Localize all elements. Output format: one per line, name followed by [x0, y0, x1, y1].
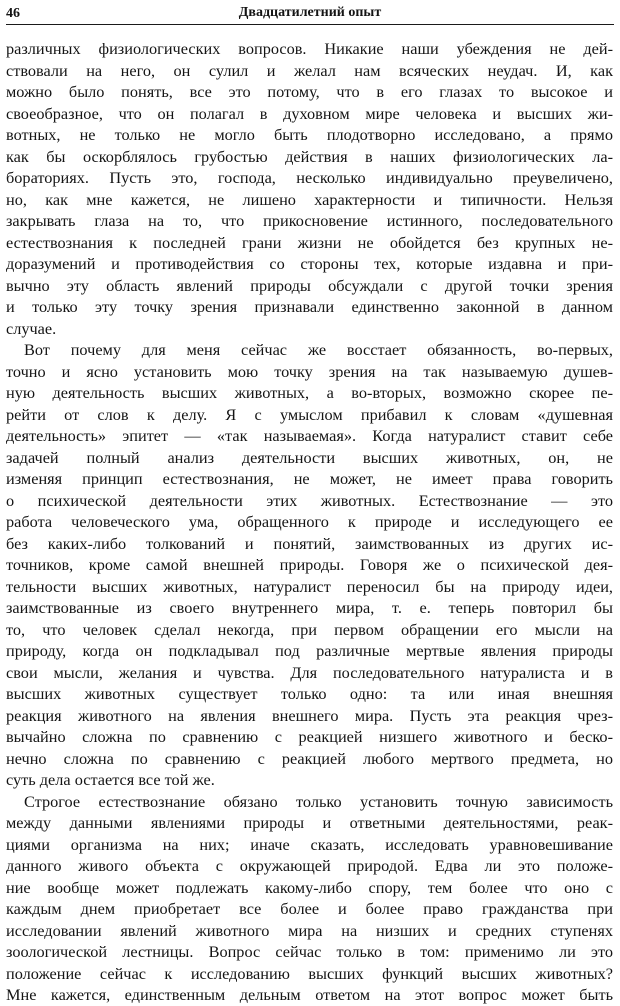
text-line: реакция животного на явления внешнего мира. Пусть эта реакция чрез- — [6, 705, 613, 725]
text-line: различных физиологических вопросов. Никакие наши убеждения не дей- — [6, 39, 613, 58]
text-line: бораториях. Пусть это, господа, несколько индивидуально преувеличено, — [6, 168, 613, 187]
text-line: изменяя принцип естествознания, не может, не имеет права говорить — [6, 469, 613, 488]
text-line: точников, кроме самой внешней природы. Говоря же о психической дея- — [6, 555, 613, 574]
text-line: высших животных существует только одно: та или иная внешняя — [6, 684, 613, 703]
text-line: нечно сложна по сравнению с реакцией любого мертвого предмета, но — [6, 748, 613, 768]
text-line: как бы оскорблялось грубостью действия в наших физиологических ла- — [6, 146, 613, 166]
text-line: то, что человек сделал некогда, при первом обращении его мысли на — [6, 619, 613, 639]
text-line: между данными явлениями природы и ответными деятельностями, реак- — [6, 813, 613, 832]
text-line: заимствованные из своего внутреннего мира, т. е. теперь повторил бы — [6, 598, 613, 617]
text-line: ствовали на него, он сулил и желал нам всяческих неудач. И, как — [6, 60, 613, 80]
text-line: рейти от слов к делу. Я с умыслом прибавил к словам «душевная — [6, 404, 613, 424]
text-line: вотных, не только не могло быть плодотворно исследовано, а прямо — [6, 125, 613, 144]
text-line: закрывать глаза на то, что прикосновение истинного, последовательного — [6, 211, 613, 230]
text-line: доразумений и противодействия со стороны тех, которые издавна и при- — [6, 254, 613, 273]
text-line: зоологической лестницы. Вопрос сейчас только в том: применимо ли это — [6, 942, 613, 961]
text-line: без каких-либо толкований и понятий, заимствованных из других ис- — [6, 533, 613, 553]
text-line: исследовании явлений животного мира на низших и средних ступенях — [6, 920, 613, 940]
text-line: каждым днем приобретает все более и более право гражданства при — [6, 899, 613, 918]
text-line: вычно эту область явлений природы обсуждали с другой точки зрения — [6, 275, 613, 295]
running-header — [6, 0, 614, 25]
text-line: но, как мне кажется, не лишено характерности и типичности. Нельзя — [6, 189, 613, 209]
text-line: Строгое естествознание обязано только установить точную зависимость — [24, 791, 613, 811]
text-line: данного живого объекта с окружающей природой. Едва ли это положе- — [6, 856, 613, 875]
text-line: природу, когда он подкладывал под различные мертвые явления природы — [6, 641, 613, 660]
page-number: 46 — [6, 6, 20, 21]
text-line: положение сейчас к исследованию высших функций высших животных? — [6, 963, 613, 983]
text-line: и только эту точку зрения признавали единственно законной в данном — [6, 297, 613, 316]
text-line: точно и ясно установить мою точку зрения на так называемую душев- — [6, 361, 613, 381]
text-line: случае. — [6, 318, 57, 338]
text-line: можно было понять, все это потому, что в его глазах то высокое и — [6, 82, 613, 101]
body-text — [6, 38, 613, 1006]
text-line: о психической деятельности этих животных. Естествознание — это — [6, 490, 613, 510]
text-line: тельности высших животных, натуралист переносил бы на природу идеи, — [6, 576, 613, 596]
running-title: Двадцатилетний опыт — [238, 5, 382, 20]
text-line: циями организма на них; иначе сказать, исследовать уравновешивание — [6, 834, 613, 854]
text-line: деятельность» эпитет — «так называемая». Когда натуралист ставит себе — [6, 426, 613, 445]
text-line: свои мысли, желания и чувства. Для последовательного натуралиста и в — [6, 662, 613, 682]
text-line: вычайно сложна по сравнению с реакцией низшего животного и беско- — [6, 727, 613, 746]
text-line: задачей полный анализ деятельности высших животных, он, не — [6, 447, 613, 467]
text-line: Мне кажется, единственным дельным ответом на этот вопрос может быть — [6, 985, 613, 1004]
text-line: ную деятельность высших животных, а во-вторых, возможно скорее пе- — [6, 383, 613, 402]
text-line: своеобразное, что он полагал в духовном мире человека и высших жи- — [6, 103, 613, 123]
text-line: Вот почему для меня сейчас же восстает обязанность, во-первых, — [24, 340, 613, 359]
text-line: работа человеческого ума, обращенного к природе и исследующего ее — [6, 512, 613, 531]
text-line: естествознания к последней грани жизни не обойдется без крупных не- — [6, 232, 613, 252]
text-line: ние вообще может подлежать какому-либо спору, тем более что оно с — [6, 877, 613, 897]
text-line: суть дела остается все той же. — [6, 770, 215, 789]
